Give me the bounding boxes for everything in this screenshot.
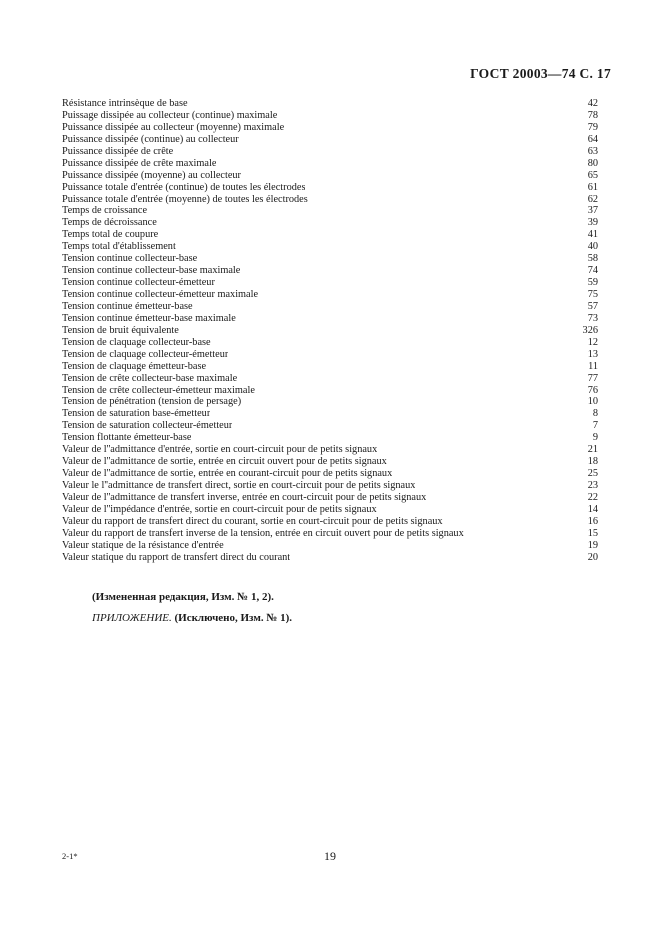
index-term: Tension de pénétration (tension de persage): [62, 396, 242, 408]
index-page-ref: 62: [587, 193, 598, 205]
index-entry: [62, 444, 598, 456]
index-page-ref: 74: [587, 265, 598, 277]
index-term: Tension continue collecteur-émetteur maximale: [62, 289, 259, 300]
index-term: Temps total de coupure: [62, 229, 159, 241]
appendix-note: [92, 612, 292, 624]
index-page-ref: 326: [582, 324, 598, 336]
index-page-ref: 61: [587, 181, 598, 193]
index-page-ref: 65: [587, 169, 598, 181]
index-page-ref: 21: [587, 444, 598, 456]
index-page-ref: 14: [587, 503, 598, 515]
index-entry: [62, 528, 598, 540]
index-term: Puissance dissipée (continue) au collecteur: [62, 133, 239, 145]
index-term: Valeur de l''impédance d'entrée, sortie en court-circuit pour de petits signaux: [62, 503, 377, 515]
index-term: Tension flottante émetteur-base: [62, 432, 192, 444]
index-entry: [62, 110, 598, 122]
index-entry: [62, 229, 598, 241]
sheet-mark: 2-1*: [62, 851, 78, 861]
index-entry: [62, 468, 598, 480]
index-term: Valeur de l''admittance de sortie, entrée en courant-circuit pour de petits signaux: [62, 468, 393, 480]
revision-note: (Измененная редакция, Изм. № 1, 2).: [92, 591, 274, 603]
index-page-ref: 40: [587, 241, 598, 253]
index-entry: [62, 349, 598, 361]
index-entry: [62, 408, 598, 420]
index-term: Valeur statique de la résistance d'entrée: [62, 539, 224, 551]
index-term: Temps total d'établissement: [62, 241, 176, 253]
index-term: Puissance dissipée au collecteur (moyenne) maximale: [62, 121, 285, 133]
index-term: Valeur statique du rapport de transfert direct du courant: [62, 551, 291, 563]
index-term: Tension continue collecteur-base: [62, 253, 198, 265]
index-entry: [62, 146, 598, 158]
index-term: Tension de bruit équivalente: [62, 324, 179, 336]
index-page-ref: 19: [587, 539, 598, 551]
index-entry: [62, 194, 598, 206]
index-term: Puissance totale d'entrée (continue) de toutes les électrodes: [62, 181, 306, 193]
index-entry: [62, 134, 598, 146]
index-term: Valeur de l''admittance de transfert inverse, entrée en court-circuit pour de petits signaux: [62, 491, 427, 503]
index-entry: [62, 385, 598, 397]
index-entry: [62, 540, 598, 552]
index-term: Tension de claquage collecteur-base: [62, 336, 211, 348]
index-term: Valeur de l''admittance d'entrée, sortie en court-circuit pour de petits signaux: [62, 444, 378, 456]
index-entry: [62, 516, 598, 528]
index-term: Valeur du rapport de transfert direct du courant, sortie en court-circuit pour de petits signaux: [62, 515, 443, 527]
index-entry: [62, 265, 598, 277]
index-entry: [62, 552, 598, 564]
index-entry: [62, 420, 598, 432]
index-entry: [62, 217, 598, 229]
index-term: Tension de crête collecteur-émetteur maximale: [62, 384, 255, 396]
index-entry: [62, 277, 598, 289]
index-term: Tension continue émetteur-base: [62, 300, 193, 312]
index-page-ref: 57: [587, 300, 598, 312]
index-page-ref: 78: [587, 109, 598, 121]
index-term: Tension continue collecteur-émetteur: [62, 277, 215, 289]
index-page-ref: 39: [587, 217, 598, 229]
index-page-ref: 9: [592, 432, 598, 444]
index-page-ref: 20: [587, 551, 598, 563]
index-entry: [62, 456, 598, 468]
index-page-ref: 18: [587, 456, 598, 468]
index-term: Puissance dissipée (moyenne) au collecteur: [62, 169, 241, 181]
index-entry: [62, 182, 598, 194]
index-term: Puissance dissipée de crête maximale: [62, 157, 217, 169]
index-entry: [62, 361, 598, 373]
index-term: Tension continue émetteur-base maximale: [62, 312, 236, 324]
index-term: Valeur le l''admittance de transfert direct, sortie en court-circuit pour de petits signaux: [62, 480, 416, 491]
index-term: Résistance intrinsèque de base: [62, 98, 188, 109]
index-page-ref: 12: [587, 336, 598, 348]
index-entry: [62, 480, 598, 492]
page-number: 19: [324, 849, 336, 863]
index-page-ref: 77: [587, 372, 598, 384]
appendix-status: (Исключено, Изм. № 1).: [174, 612, 293, 624]
index-entry: [62, 325, 598, 337]
index-page-ref: 63: [587, 145, 598, 157]
index-page-ref: 41: [587, 229, 598, 241]
index-term: Tension de saturation base-émetteur: [62, 408, 211, 420]
index-entry: [62, 122, 598, 134]
index-page-ref: 73: [587, 312, 598, 324]
index-page-ref: 7: [592, 420, 598, 432]
index-entry: [62, 241, 598, 253]
index-entry: [62, 301, 598, 313]
index-term: Puissance dissipée de crête: [62, 145, 174, 157]
index-page-ref: 25: [587, 468, 598, 480]
index-entry: [62, 170, 598, 182]
index-page-ref: 10: [587, 396, 598, 408]
index-page-ref: 80: [587, 157, 598, 169]
index-entry: [62, 396, 598, 408]
index-page-ref: 15: [587, 527, 598, 539]
index-term: Tension continue collecteur-base maximale: [62, 265, 241, 277]
index-page-ref: 75: [587, 289, 598, 300]
index-page-ref: 76: [587, 384, 598, 396]
index-term: Valeur de l''admittance de sortie, entrée en circuit ouvert pour de petits signaux: [62, 456, 387, 468]
term-index: [62, 98, 598, 564]
index-entry: [62, 158, 598, 170]
appendix-label: ПРИЛОЖЕНИЕ.: [92, 612, 172, 624]
index-term: Puissance totale d'entrée (moyenne) de toutes les électrodes: [62, 193, 308, 205]
index-page-ref: 42: [587, 98, 598, 109]
index-term: Valeur du rapport de transfert inverse de la tension, entrée en circuit ouvert pour de petits signaux: [62, 527, 464, 539]
index-term: Tension de claquage collecteur-émetteur: [62, 348, 229, 360]
page-header: ГОСТ 20003—74 С. 17: [470, 66, 611, 81]
index-page-ref: 22: [587, 491, 598, 503]
index-page-ref: 64: [587, 133, 598, 145]
index-entry: [62, 337, 598, 349]
index-entry: [62, 253, 598, 265]
index-entry: [62, 373, 598, 385]
index-entry: [62, 98, 598, 110]
index-entry: [62, 432, 598, 444]
index-term: Temps de décroissance: [62, 217, 157, 229]
index-entry: [62, 492, 598, 504]
index-page-ref: 11: [588, 360, 598, 372]
index-page-ref: 59: [587, 277, 598, 289]
index-term: Puissage dissipée au collecteur (continue) maximale: [62, 109, 278, 121]
index-entry: [62, 205, 598, 217]
index-entry: [62, 313, 598, 325]
index-page-ref: 13: [587, 348, 598, 360]
index-entry: [62, 289, 598, 301]
index-term: Tension de saturation collecteur-émetteur: [62, 420, 233, 432]
index-entry: [62, 504, 598, 516]
index-page-ref: 37: [587, 205, 598, 217]
index-page-ref: 79: [587, 121, 598, 133]
index-page-ref: 58: [587, 253, 598, 265]
index-term: Tension de claquage émetteur-base: [62, 360, 207, 372]
index-page-ref: 23: [587, 480, 598, 491]
index-page-ref: 16: [587, 515, 598, 527]
index-term: Tension de crête collecteur-base maximale: [62, 372, 238, 384]
index-term: Temps de croissance: [62, 205, 148, 217]
index-page-ref: 8: [592, 408, 598, 420]
